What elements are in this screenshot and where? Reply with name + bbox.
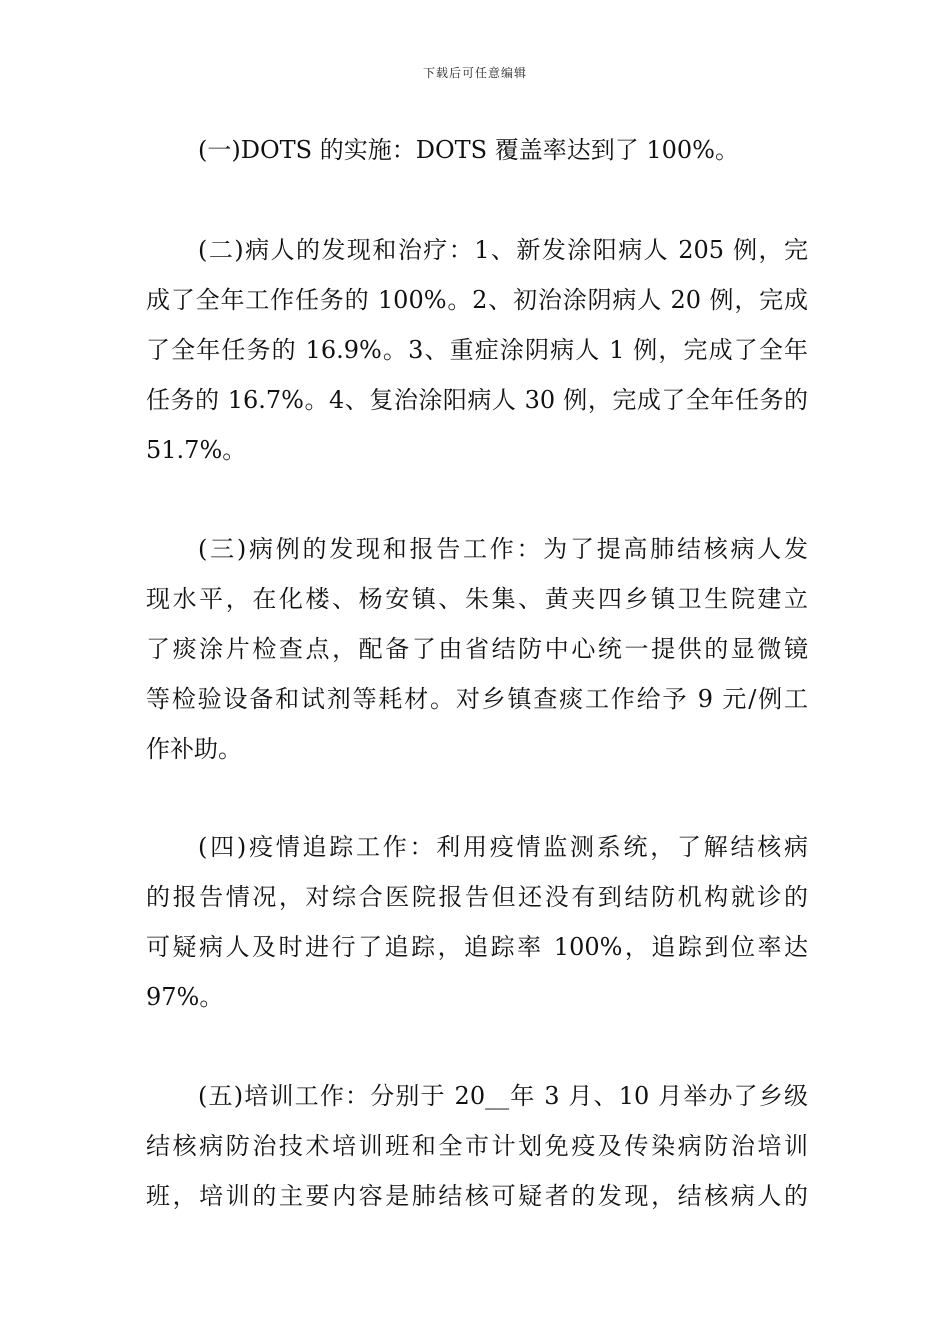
- paragraph-line: 了全年任务的 16.9%。3、重症涂阴病人 1 例，完成了全年: [146, 336, 808, 364]
- paragraph-line: 等检验设备和试剂等耗材。对乡镇查痰工作给予 9 元/例工: [146, 685, 808, 713]
- paragraph-epidemic-tracking: [146, 822, 808, 1022]
- paragraph-line: (五)培训工作：分别于 20__年 3 月、10 月举办了乡级: [198, 1082, 808, 1110]
- paragraph-line: (三)病例的发现和报告工作：为了提高肺结核病人发: [198, 535, 808, 563]
- paragraph-line: 作补助。: [146, 735, 242, 763]
- paragraph-line: 成了全年工作任务的 100%。2、初治涂阴病人 20 例，完成: [146, 286, 808, 314]
- paragraph-line: (二)病人的发现和治疗：1、新发涂阳病人 205 例，完: [198, 236, 808, 264]
- paragraph-line: 97%。: [146, 983, 224, 1011]
- paragraph-training: [146, 1071, 808, 1221]
- paragraph-line: (四)疫情追踪工作：利用疫情监测系统，了解结核病: [198, 833, 808, 861]
- paragraph-line: (一)DOTS 的实施：DOTS 覆盖率达到了 100%。: [198, 136, 739, 164]
- paragraph-line: 现水平，在化楼、杨安镇、朱集、黄夹四乡镇卫生院建立: [146, 585, 808, 613]
- paragraph-line: 51.7%。: [146, 436, 247, 464]
- paragraph-line: 了痰涂片检查点，配备了由省结防中心统一提供的显微镜: [146, 635, 808, 663]
- paragraph-line: 结核病防治技术培训班和全市计划免疫及传染病防治培训: [146, 1132, 808, 1160]
- paragraph-line: 班，培训的主要内容是肺结核可疑者的发现，结核病人的: [146, 1182, 808, 1210]
- paragraph-case-reporting: [146, 524, 808, 774]
- paragraph-line: 的报告情况，对综合医院报告但还没有到结防机构就诊的: [146, 883, 808, 911]
- paragraph-line: 可疑病人及时进行了追踪，追踪率 100%，追踪到位率达: [146, 933, 808, 961]
- paragraph-line: 任务的 16.7%。4、复治涂阳病人 30 例，完成了全年任务的: [146, 386, 808, 414]
- paragraph-dots: [146, 125, 808, 175]
- paragraph-patient-discovery: [146, 225, 808, 475]
- page-header: 下载后可任意编辑: [422, 66, 527, 80]
